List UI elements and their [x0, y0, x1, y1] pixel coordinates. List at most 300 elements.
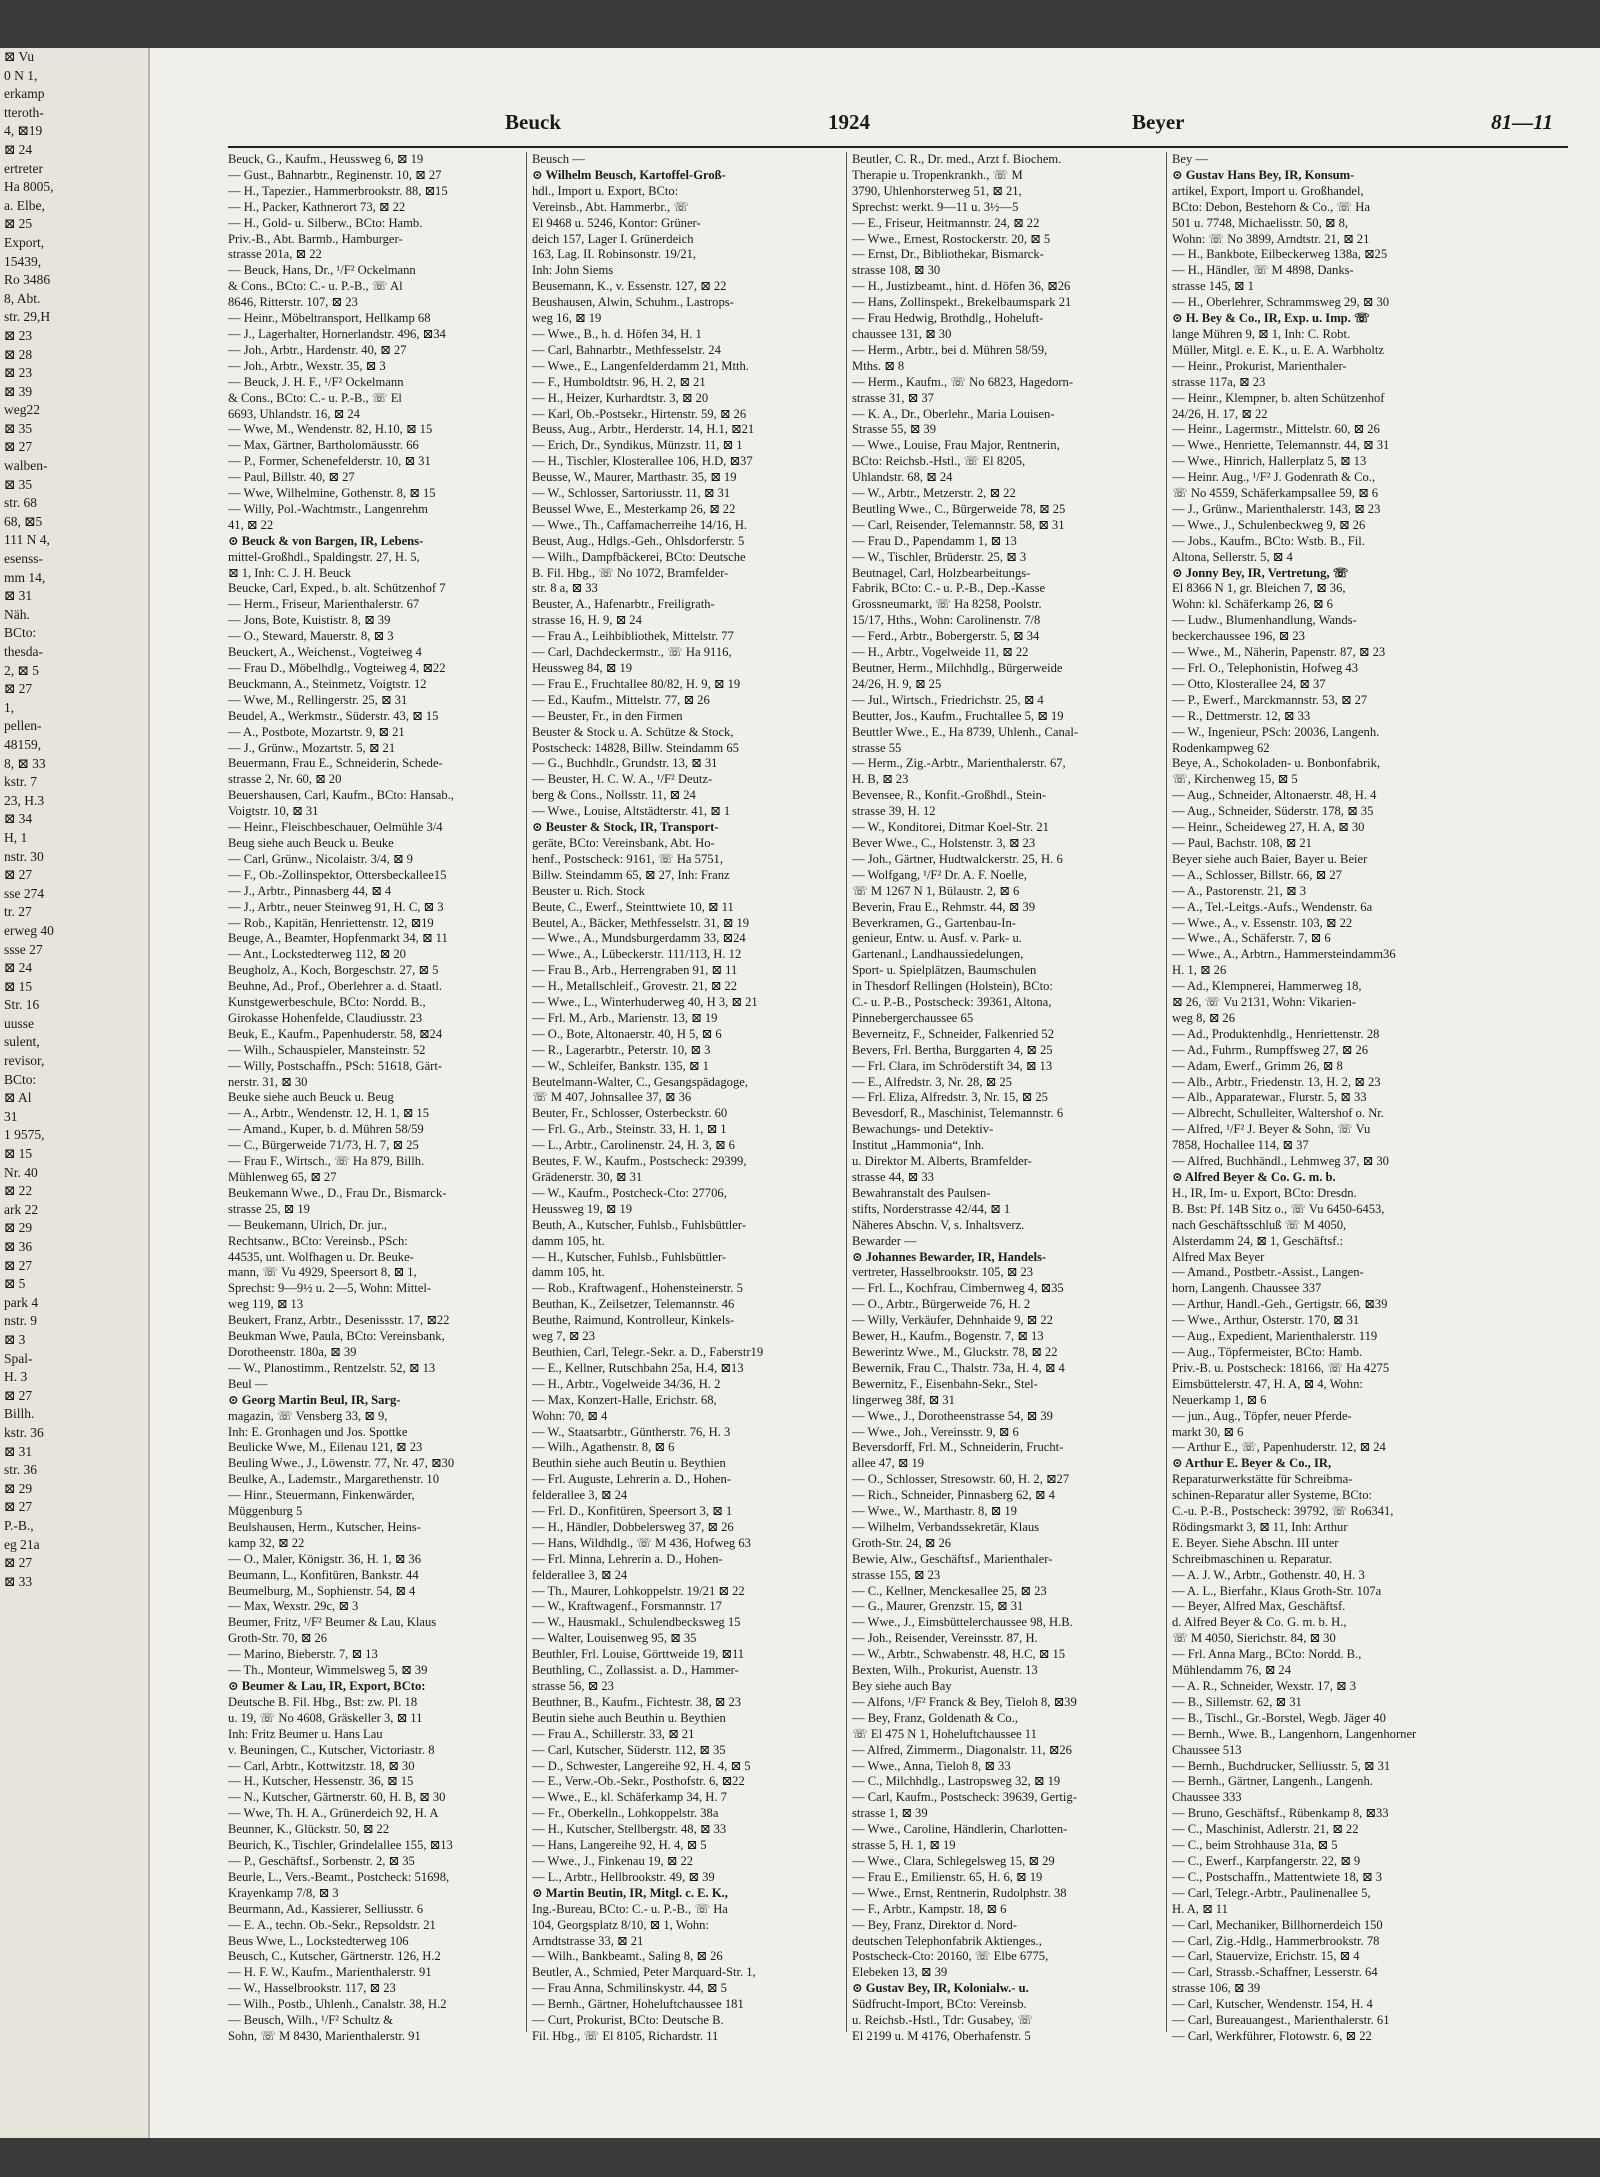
directory-entry-line: ⊙ Georg Martin Beul, IR, Sarg-: [228, 1392, 401, 1407]
directory-entry-line: deutschen Telephonfabrik Aktienges.,: [852, 1933, 1042, 1948]
directory-entry-line: — Wwe., B., h. d. Höfen 34, H. 1: [532, 326, 702, 341]
header-right-keyword: Beyer: [1132, 110, 1185, 134]
directory-entry-line: Inh: John Siems: [532, 263, 614, 278]
directory-entry-line: Beuthling, C., Zollassist. a. D., Hammer-: [532, 1663, 739, 1678]
directory-entry-line: Beverin, Frau E., Rehmstr. 44, ⊠ 39: [852, 899, 1035, 914]
directory-entry-line: weg 8, ⊠ 26: [1172, 1010, 1236, 1025]
directory-entry-line: Beukemann Wwe., D., Frau Dr., Bismarck-: [228, 1185, 447, 1200]
column-2: [532, 152, 824, 2132]
directory-entry-line: — Frau B., Arb., Herrengraben 91, ⊠ 11: [532, 963, 738, 978]
directory-entry-line: damm 105, ht.: [532, 1265, 605, 1280]
directory-entry-line: Beutter, Jos., Kaufm., Fruchtallee 5, ⊠ 19: [852, 708, 1064, 723]
directory-entry-line: Bevers, Frl. Bertha, Burggarten 4, ⊠ 25: [852, 1042, 1053, 1057]
directory-entry-line: Beuke siehe auch Beuck u. Beug: [228, 1090, 394, 1105]
directory-entry-line: — L., Arbtr., Carolinenstr. 24, H. 3, ⊠ 6: [532, 1138, 735, 1153]
directory-entry-line: Beugholz, A., Koch, Borgeschstr. 27, ⊠ 5: [228, 963, 439, 978]
directory-entry-line: — O., Maler, Königstr. 36, H. 1, ⊠ 36: [228, 1551, 421, 1566]
fragment-line: ⊠ 39: [4, 383, 33, 399]
directory-entry-line: — Willy, Verkäufer, Dehnhaide 9, ⊠ 22: [852, 1313, 1053, 1328]
fragment-line: ⊠ 29: [4, 1220, 33, 1236]
fragment-line: ⊠ 24: [4, 960, 33, 976]
directory-entry-line: Vereinsb., Abt. Hammerbr., ☏: [532, 199, 690, 214]
column-1: [228, 152, 520, 2132]
directory-entry-line: — J., Lagerhalter, Hornerlandstr. 496, ⊠34: [228, 326, 446, 341]
directory-entry-line: — H., Händler, ☏ M 4898, Danks-: [1172, 263, 1354, 278]
directory-entry-line: berg & Cons., Nollsstr. 11, ⊠ 24: [532, 788, 696, 803]
directory-entry-line: ☏, Kirchenweg 15, ⊠ 5: [1172, 772, 1298, 787]
directory-entry-line: Chaussee 333: [1172, 1790, 1242, 1805]
directory-entry-line: — Wwe., A., Arbtrn., Hammersteindamm36: [1172, 947, 1396, 962]
header-page-number: 81—11: [1491, 110, 1553, 134]
directory-entry-line: Beusse, W., Maurer, Marthastr. 35, ⊠ 19: [532, 470, 737, 485]
directory-entry-line: — Frl. D., Konfitüren, Speersort 3, ⊠ 1: [532, 1504, 733, 1519]
directory-entry-line: Bevesdorf, R., Maschinist, Telemannstr. 6: [852, 1106, 1064, 1121]
directory-entry-line: strasse 55: [852, 740, 902, 755]
directory-entry-line: artikel, Export, Import u. Großhandel,: [1172, 183, 1364, 198]
directory-entry-line: Sprechst: 9—9½ u. 2—5, Wohn: Mittel-: [228, 1281, 432, 1296]
directory-entry-line: — Amand., Kuper, b. d. Mühren 58/59: [228, 1122, 424, 1137]
directory-entry-line: — Heinr., Fleischbeschauer, Oelmühle 3/4: [228, 820, 443, 835]
directory-entry-line: strasse 108, ⊠ 30: [852, 263, 941, 278]
directory-entry-line: Inh: E. Gronhagen und Jos. Spottke: [228, 1424, 408, 1439]
directory-entry-line: — H., Arbtr., Vogelweide 34/36, H. 2: [532, 1376, 721, 1391]
directory-entry-line: — E., Kellner, Rutschbahn 25a, H.4, ⊠13: [532, 1360, 744, 1375]
directory-entry-line: strasse 44, ⊠ 33: [852, 1170, 934, 1184]
directory-entry-line: mann, ☏ Vu 4929, Speersort 8, ⊠ 1,: [228, 1265, 417, 1280]
directory-entry-line: Bewer, H., Kaufm., Bogenstr. 7, ⊠ 13: [852, 1329, 1044, 1344]
directory-entry-line: — Albrecht, Schulleiter, Waltershof o. Nr.: [1172, 1106, 1384, 1121]
directory-entry-line: Alfred Max Beyer: [1172, 1249, 1265, 1264]
directory-entry-line: — Curt, Prokurist, BCto: Deutsche B.: [532, 2013, 724, 2028]
fragment-line: ⊠ 36: [4, 1239, 33, 1254]
directory-entry-line: damm 105, ht.: [532, 1233, 605, 1248]
fragment-line: ark 22: [4, 1201, 39, 1217]
directory-entry-line: Institut „Hammonia“, Inh.: [852, 1138, 985, 1153]
directory-entry-line: — C., Ewerf., Karpfangerstr. 22, ⊠ 9: [1172, 1853, 1361, 1868]
directory-entry-line: henf., Postscheck: 9161, ☏ Ha 5751,: [532, 851, 723, 866]
directory-entry-line: — Carl, Werkführer, Flotowstr. 6, ⊠ 22: [1172, 2028, 1372, 2043]
directory-entry-line: — Hinr., Steuermann, Finkenwärder,: [228, 1488, 415, 1503]
directory-entry-line: Beye, A., Schokoladen- u. Bonbonfabrik,: [1172, 756, 1381, 771]
directory-entry-line: — Frl. M., Arb., Marienstr. 13, ⊠ 19: [532, 1010, 718, 1025]
directory-entry-line: — Jobs., Kaufm., BCto: Wstb. B., Fil.: [1172, 533, 1365, 548]
directory-entry-line: — Bey, Franz, Goldenath & Co.,: [852, 1710, 1019, 1725]
directory-entry-line: — Jul., Wirtsch., Friedrichstr. 25, ⊠ 4: [852, 692, 1044, 707]
directory-entry-line: Bewerintz Wwe., M., Gluckstr. 78, ⊠ 22: [852, 1344, 1058, 1359]
directory-entry-line: — Wilh., Postb., Uhlenh., Canalstr. 38, H.2: [228, 1997, 447, 2012]
directory-entry-line: Beuster, A., Hafenarbtr., Freiligrath-: [532, 597, 715, 612]
directory-entry-line: Beulke, A., Lademstr., Margarethenstr. 10: [228, 1472, 440, 1487]
fragment-line: kstr. 36: [4, 1424, 44, 1440]
directory-entry-line: H. A, ⊠ 11: [1172, 1901, 1228, 1916]
directory-entry-line: — Wwe., Clara, Schlegelsweg 15, ⊠ 29: [852, 1853, 1055, 1868]
directory-entry-line: felderallee 3, ⊠ 24: [532, 1488, 628, 1503]
directory-entry-line: Kunstgewerbeschule, BCto: Nordd. B.,: [228, 995, 426, 1010]
directory-entry-line: — P., Former, Schenefelderstr. 10, ⊠ 31: [228, 454, 431, 469]
fragment-line: ⊠ 15: [4, 1146, 33, 1162]
directory-entry-line: — Wwe., Arthur, Osterstr. 170, ⊠ 31: [1172, 1313, 1360, 1328]
directory-entry-line: — A., Pastorenstr. 21, ⊠ 3: [1172, 883, 1307, 898]
directory-entry-line: — Wwe., Louise, Altstädterstr. 41, ⊠ 1: [532, 804, 731, 819]
directory-entry-line: — P., Geschäftsf., Sorbenstr. 2, ⊠ 35: [228, 1853, 415, 1868]
directory-entry-line: — Max, Wexstr. 29c, ⊠ 3: [228, 1599, 359, 1614]
directory-entry-line: — Walter, Louisenweg 95, ⊠ 35: [532, 1631, 697, 1646]
directory-entry-line: — Wilh., Agathenstr. 8, ⊠ 6: [532, 1440, 675, 1455]
directory-entry-line: — Heinr., Möbeltransport, Hellkamp 68: [228, 311, 431, 326]
fragment-line: 1 9575,: [4, 1127, 45, 1143]
fragment-line: ⊠ 27: [4, 1257, 33, 1273]
fragment-line: 4, ⊠19: [4, 123, 43, 139]
directory-entry-line: — H., Bankbote, Eilbeckerweg 138a, ⊠25: [1172, 247, 1388, 262]
directory-entry-line: — Frl. O., Telephonistin, Hofweg 43: [1172, 661, 1359, 675]
directory-entry-line: Beul —: [228, 1376, 268, 1391]
directory-entry-line: nerstr. 31, ⊠ 30: [228, 1074, 308, 1089]
directory-entry-line: strasse 56, ⊠ 23: [532, 1679, 614, 1693]
directory-entry-line: Beudel, A., Werkmstr., Süderstr. 43, ⊠ 15: [228, 708, 439, 723]
directory-entry-line: — K. A., Dr., Oberlehr., Maria Louisen-: [852, 406, 1055, 421]
column-3: [852, 152, 1144, 2132]
directory-entry-line: — Ad., Fuhrm., Rumpffsweg 27, ⊠ 26: [1172, 1042, 1369, 1057]
directory-entry-line: — A., Arbtr., Wendenstr. 12, H. 1, ⊠ 15: [228, 1106, 430, 1121]
directory-entry-line: — jun., Aug., Töpfer, neuer Pferde-: [1172, 1408, 1352, 1423]
directory-entry-line: — Alb., Arbtr., Friedenstr. 13, H. 2, ⊠ 23: [1172, 1074, 1381, 1089]
directory-entry-line: Beumann, L., Konfitüren, Bankstr. 44: [228, 1567, 419, 1582]
fragment-line: ⊠ 27: [4, 1555, 33, 1571]
fragment-line: Nr. 40: [4, 1164, 38, 1180]
previous-page-edge: [0, 48, 150, 2138]
directory-entry-line: Beuster u. Rich. Stock: [532, 883, 645, 898]
directory-entry-line: — Ferd., Arbtr., Bobergerstr. 5, ⊠ 34: [852, 629, 1040, 644]
directory-entry-line: — G., Maurer, Grenzstr. 15, ⊠ 31: [852, 1599, 1024, 1614]
directory-entry-line: Beuss, Aug., Arbtr., Herderstr. 14, H.1, ⊠21: [532, 422, 755, 437]
directory-entry-line: Beucke, Carl, Exped., b. alt. Schützenhof 7: [228, 581, 446, 596]
directory-entry-line: strasse 155, ⊠ 23: [852, 1567, 941, 1582]
directory-entry-line: horn, Langenh. Chaussee 337: [1172, 1281, 1322, 1296]
directory-entry-line: — Herm., Arbtr., bei d. Mühren 58/59,: [852, 342, 1048, 357]
fragment-line: ⊠ 27: [4, 681, 33, 697]
directory-entry-line: Beuster & Stock u. A. Schütze & Stock,: [532, 724, 734, 739]
directory-entry-line: H. 1, ⊠ 26: [1172, 963, 1227, 978]
directory-entry-line: Beumer, Fritz, ¹/F² Beumer & Lau, Klaus: [228, 1615, 437, 1630]
fragment-line: nstr. 30: [4, 848, 44, 864]
directory-entry-line: — W., Arbtr., Metzerstr. 2, ⊠ 22: [852, 486, 1016, 501]
directory-entry-line: — J., Grünw., Marienthalerstr. 143, ⊠ 23: [1172, 501, 1381, 516]
directory-entry-line: — Wwe, M., Wendenstr. 82, H.10, ⊠ 15: [228, 422, 433, 437]
directory-entry-line: — H., Händler, Dobbelersweg 37, ⊠ 26: [532, 1519, 734, 1534]
directory-entry-line: — Heinr., Klempner, b. alten Schützenhof: [1172, 390, 1385, 405]
directory-entry-line: — Frau A., Leihbibliothek, Mittelstr. 77: [532, 629, 734, 644]
directory-entry-line: Heussweg 19, ⊠ 19: [532, 1201, 633, 1216]
directory-entry-line: Pinnebergerchaussee 65: [852, 1010, 974, 1025]
directory-entry-line: — Gust., Bahnarbtr., Reginenstr. 10, ⊠ 27: [228, 167, 442, 182]
directory-entry-line: BCto: Reichsb.-Hstl., ☏ El 8205,: [852, 454, 1026, 469]
directory-entry-line: Beukman Wwe, Paula, BCto: Vereinsbank,: [228, 1329, 445, 1344]
directory-entry-line: Beuge, A., Beamter, Hopfenmarkt 34, ⊠ 11: [228, 931, 448, 946]
directory-entry-line: — A. L., Bierfahr., Klaus Groth-Str. 107a: [1172, 1583, 1382, 1598]
directory-entry-line: Beversdorff, Frl. M., Schneiderin, Frucht-: [852, 1440, 1064, 1455]
directory-entry-line: — W., Hasselbrookstr. 117, ⊠ 23: [228, 1981, 396, 1996]
fragment-line: 8, ⊠ 33: [4, 755, 46, 771]
directory-entry-line: Beuck, G., Kaufm., Heussweg 6, ⊠ 19: [228, 152, 424, 166]
directory-entry-line: ☏ M 407, Johnsallee 37, ⊠ 36: [532, 1090, 692, 1105]
fragment-line: ssse 27: [4, 941, 43, 957]
directory-entry-line: — E. A., techn. Ob.-Sekr., Repsoldstr. 21: [228, 1917, 436, 1932]
fragment-line: Näh.: [4, 606, 30, 622]
directory-entry-line: Sprechst: werkt. 9—11 u. 3½—5: [852, 199, 1019, 214]
directory-entry-line: — Wwe., Henriette, Telemannstr. 44, ⊠ 31: [1172, 438, 1390, 453]
fragment-line: str. 68: [4, 495, 38, 511]
directory-entry-line: — A. R., Schneider, Wexstr. 17, ⊠ 3: [1172, 1679, 1357, 1693]
directory-entry-line: 501 u. 7748, Michaelisstr. 50, ⊠ 8,: [1172, 215, 1349, 230]
fragment-line: H. 3: [4, 1369, 28, 1385]
directory-entry-line: — Adam, Ewerf., Grimm 26, ⊠ 8: [1172, 1058, 1343, 1073]
fragment-line: ⊠ 25: [4, 216, 33, 232]
directory-entry-line: 24/26, H. 17, ⊠ 22: [1172, 406, 1268, 421]
directory-entry-line: — Carl, Bahnarbtr., Methfesselstr. 24: [532, 342, 721, 357]
directory-entry-line: Wohn: 70, ⊠ 4: [532, 1408, 608, 1423]
fragment-line: kstr. 7: [4, 774, 38, 790]
directory-entry-line: — Bernh., Gärtner, Langenh., Langenh.: [1172, 1774, 1373, 1789]
directory-entry-line: — Wwe., E., Langenfelderdamm 21, Mtth.: [532, 358, 749, 373]
column-4: [1172, 152, 1542, 2132]
directory-entry-line: — Wwe, Th. H. A., Grünerdeich 92, H. A: [228, 1806, 439, 1821]
directory-entry-line: ⊙ Martin Beutin, IR, Mitgl. c. E. K.,: [532, 1885, 728, 1900]
directory-entry-line: — Carl, Grünw., Nicolaistr. 3/4, ⊠ 9: [228, 851, 413, 866]
directory-entry-line: — Erich, Dr., Syndikus, Münzstr. 11, ⊠ 1: [532, 438, 743, 453]
directory-entry-line: in Thesdorf Rellingen (Holstein), BCto:: [852, 979, 1053, 994]
fragment-line: eg 21a: [4, 1536, 40, 1552]
directory-entry-line: — Ad., Klempnerei, Hammerweg 18,: [1172, 979, 1362, 994]
directory-entry-line: — Wwe., M., Näherin, Papenstr. 87, ⊠ 23: [1172, 645, 1386, 660]
directory-entry-line: Bey —: [1172, 152, 1209, 166]
directory-entry-line: Alsterdamm 24, ⊠ 1, Geschäftsf.:: [1172, 1233, 1344, 1248]
fragment-line: ⊠ 27: [4, 867, 33, 883]
directory-entry-line: — Ludw., Blumenhandlung, Wands-: [1172, 613, 1357, 628]
directory-entry-line: — Heinr. Aug., ¹/F² J. Godenrath & Co.,: [1172, 470, 1376, 485]
directory-entry-line: Beust, Aug., Hdlgs.-Geh., Ohlsdorferstr. 5: [532, 533, 745, 548]
directory-entry-line: — Willy, Pol.-Wachtmstr., Langenrehm: [228, 501, 428, 516]
directory-entry-line: Schreibmaschinen u. Reparatur.: [1172, 1551, 1333, 1566]
directory-entry-line: ⊙ Gustav Hans Bey, IR, Konsum-: [1172, 167, 1355, 182]
fragment-line: ⊠ 24: [4, 141, 33, 157]
directory-entry-line: — Wwe., A., v. Essenstr. 103, ⊠ 22: [1172, 915, 1353, 930]
fragment-line: revisor,: [4, 1053, 45, 1069]
directory-entry-line: Beumelburg, M., Sophienstr. 54, ⊠ 4: [228, 1583, 416, 1598]
fragment-line: ⊠ Vu: [4, 49, 35, 64]
directory-entry-line: — E., Alfredstr. 3, Nr. 28, ⊠ 25: [852, 1074, 1012, 1089]
directory-entry-line: — J., Arbtr., Pinnasberg 44, ⊠ 4: [228, 883, 392, 898]
directory-entry-line: Bewernitz, F., Eisenbahn-Sekr., Stel-: [852, 1376, 1038, 1391]
directory-entry-line: ⊙ Gustav Bey, IR, Kolonialw.- u.: [852, 1981, 1029, 1996]
directory-entry-line: — Arthur, Handl.-Geh., Gertigstr. 66, ⊠39: [1172, 1297, 1388, 1312]
directory-entry-line: Rechtsanw., BCto: Vereinsb., PSch:: [228, 1233, 408, 1248]
directory-entry-line: — Carl, Strassb.-Schaffner, Lesserstr. 64: [1172, 1965, 1378, 1980]
directory-entry-line: — Bernh., Wwe. B., Langenhorn, Langenhorner: [1172, 1726, 1417, 1741]
header-rule: [228, 146, 1568, 148]
directory-entry-line: — A. J. W., Arbtr., Gothenstr. 40, H. 3: [1172, 1567, 1365, 1582]
directory-entry-line: — H., Heizer, Kurhardtstr. 3, ⊠ 20: [532, 390, 709, 405]
directory-entry-line: Billw. Steindamm 65, ⊠ 27, Inh: Franz: [532, 867, 730, 882]
directory-entry-line: 24/26, H. 9, ⊠ 25: [852, 676, 942, 691]
fragment-line: 31: [4, 1108, 18, 1124]
page-header: [160, 110, 1575, 146]
directory-entry-line: Beutler, A., Schmied, Peter Marquard-Str. 1,: [532, 1965, 756, 1980]
fragment-line: ⊠ 23: [4, 327, 33, 343]
directory-entry-line: & Cons., BCto: C.- u. P.-B., ☏ Al: [228, 279, 403, 294]
directory-entry-line: — Frl. Anna Marg., BCto: Nordd. B.,: [1172, 1647, 1362, 1662]
directory-entry-line: Dorotheenstr. 180a, ⊠ 39: [228, 1344, 357, 1359]
directory-entry-line: 6693, Uhlandstr. 16, ⊠ 24: [228, 406, 360, 421]
directory-entry-line: 15/17, Hths., Wohn: Carolinenstr. 7/8: [852, 613, 1041, 628]
directory-entry-line: Beverkramen, G., Gartenbau-In-: [852, 915, 1016, 930]
fragment-line: P.-B.,: [4, 1517, 34, 1533]
directory-entry-line: ⊙ H. Bey & Co., IR, Exp. u. Imp. ☏: [1172, 311, 1370, 326]
directory-entry-line: Beuling Wwe., J., Löwenstr. 77, Nr. 47, ⊠30: [228, 1456, 455, 1471]
directory-entry-line: — C., Bürgerweide 71/73, H. 7, ⊠ 25: [228, 1138, 419, 1153]
fragment-line: 1,: [4, 699, 15, 715]
directory-entry-line: Mühlendamm 76, ⊠ 24: [1172, 1663, 1291, 1678]
header-left-keyword: Beuck: [505, 110, 562, 134]
fragment-line: ⊠ 35: [4, 420, 33, 436]
directory-entry-line: — Aug., Töpfermeister, BCto: Hamb.: [1172, 1344, 1363, 1359]
fragment-line: tr. 27: [4, 904, 32, 920]
directory-entry-line: — J., Arbtr., neuer Steinweg 91, H. C, ⊠ 3: [228, 899, 444, 914]
fragment-line: BCto:: [4, 625, 37, 641]
fragment-line: 23, H.3: [4, 792, 45, 808]
directory-entry-line: Beuckert, A., Weichenst., Vogteiweg 4: [228, 645, 422, 660]
header-year: 1924: [828, 110, 870, 134]
directory-entry-line: Grädenerstr. 30, ⊠ 31: [532, 1170, 643, 1184]
fragment-line: thesda-: [4, 644, 43, 659]
directory-entry-line: ☏ No 4559, Schäferkampsallee 59, ⊠ 6: [1172, 486, 1379, 501]
directory-entry-line: — Beyer, Alfred Max, Geschäftsf.: [1172, 1599, 1346, 1614]
directory-entry-line: — Frl. Eliza, Alfredstr. 3, Nr. 15, ⊠ 25: [852, 1090, 1048, 1105]
directory-entry-line: — Joh., Arbtr., Hardenstr. 40, ⊠ 27: [228, 342, 407, 357]
directory-entry-line: — Joh., Arbtr., Wexstr. 35, ⊠ 3: [228, 358, 386, 373]
directory-entry-line: — Jons, Bote, Kuististr. 8, ⊠ 39: [228, 613, 391, 628]
directory-entry-line: — H., Arbtr., Vogelweide 11, ⊠ 22: [852, 645, 1029, 660]
directory-entry-line: — Wwe., Hinrich, Hallerplatz 5, ⊠ 13: [1172, 454, 1367, 469]
directory-entry-line: ⊙ Alfred Beyer & Co. G. m. b.: [1172, 1170, 1336, 1184]
directory-entry-line: Beuthan, K., Zeilsetzer, Telemannstr. 46: [532, 1297, 735, 1312]
directory-entry-line: — W., Konditorei, Ditmar Koel-Str. 21: [852, 820, 1049, 835]
directory-entry-line: genieur, Entw. u. Ausf. v. Park- u.: [852, 931, 1022, 946]
fragment-line: ⊠ 34: [4, 811, 33, 827]
directory-entry-line: Mths. ⊠ 8: [852, 358, 905, 373]
directory-entry-line: beckerchaussee 196, ⊠ 23: [1172, 629, 1305, 644]
directory-entry-line: — Max, Konzert-Halle, Erichstr. 68,: [532, 1392, 717, 1407]
directory-entry-line: — Beuck, Hans, Dr., ¹/F² Ockelmann: [228, 263, 416, 278]
directory-entry-line: ⊙ Johannes Bewarder, IR, Handels-: [852, 1249, 1047, 1264]
directory-entry-line: — Herm., Kaufm., ☏ No 6823, Hagedorn-: [852, 374, 1074, 389]
directory-entry-line: — Carl, Kutscher, Wendenstr. 154, H. 4: [1172, 1997, 1373, 2012]
directory-entry-line: nach Geschäftsschluß ☏ M 4050,: [1172, 1217, 1347, 1232]
directory-entry-line: Bey siehe auch Bay: [852, 1679, 952, 1693]
directory-entry-line: ☏ El 475 N 1, Hoheluftchaussee 11: [852, 1726, 1037, 1741]
directory-entry-line: El 8366 N 1, gr. Bleichen 7, ⊠ 36,: [1172, 581, 1346, 596]
directory-entry-line: 163, Lag. II. Robinsonstr. 19/21,: [532, 247, 697, 262]
directory-entry-line: Voigtstr. 10, ⊠ 31: [228, 804, 319, 819]
directory-entry-line: — Wwe., J., Finkenau 19, ⊠ 22: [532, 1853, 694, 1868]
directory-entry-line: ⊙ Beumer & Lau, IR, Export, BCto:: [228, 1679, 426, 1693]
directory-entry-line: — Ad., Produktenhdlg., Henriettenstr. 28: [1172, 1026, 1380, 1041]
directory-entry-line: — Wwe., J., Dorotheenstrasse 54, ⊠ 39: [852, 1408, 1053, 1423]
directory-entry-line: — B., Tischl., Gr.-Borstel, Wegb. Jäger 40: [1172, 1710, 1386, 1725]
directory-entry-line: — Beuster, H. C. W. A., ¹/F² Deutz-: [532, 772, 713, 787]
directory-entry-line: B. Fil. Hbg., ☏ No 1072, Bramfelder-: [532, 565, 729, 580]
directory-entry-line: — Aug., Expedient, Marienthalerstr. 119: [1172, 1329, 1378, 1344]
directory-entry-line: Bewernik, Frau C., Thalstr. 73a, H. 4, ⊠ 4: [852, 1360, 1065, 1375]
directory-entry-line: — Frau F., Wirtsch., ☏ Ha 879, Billh.: [228, 1154, 425, 1169]
previous-page-fragments: [4, 48, 144, 1591]
directory-entry-line: Beusch —: [532, 152, 585, 166]
directory-entry-line: Arndtstrasse 33, ⊠ 21: [532, 1933, 644, 1948]
fragment-line: ⊠ 5: [4, 1276, 26, 1292]
directory-entry-line: — Aug., Schneider, Altonaerstr. 48, H. 4: [1172, 788, 1377, 803]
directory-entry-line: Beutling Wwe., C., Bürgerweide 78, ⊠ 25: [852, 501, 1066, 516]
directory-entry-line: — Herm., Friseur, Marienthalerstr. 67: [228, 597, 420, 612]
directory-entry-line: Altona, Sellerstr. 5, ⊠ 4: [1172, 549, 1293, 564]
directory-entry-line: d. Alfred Beyer & Co. G. m. b. H.,: [1172, 1615, 1347, 1630]
directory-entry-line: — Wwe., Caroline, Händlerin, Charlotten-: [852, 1822, 1068, 1837]
fragment-line: ertreter: [4, 160, 43, 176]
directory-entry-line: — W., Hausmakl., Schulendbecksweg 15: [532, 1615, 741, 1630]
directory-entry-line: — Wwe., Louise, Frau Major, Rentnerin,: [852, 438, 1060, 453]
directory-entry-line: — P., Ewerf., Marckmannstr. 53, ⊠ 27: [1172, 692, 1368, 707]
fragment-line: 48159,: [4, 736, 42, 752]
directory-entry-line: — Carl, Kaufm., Postscheck: 39639, Gertig-: [852, 1790, 1077, 1805]
directory-entry-line: — H. F. W., Kaufm., Marienthalerstr. 91: [228, 1965, 432, 1980]
directory-entry-line: ⊙ Jonny Bey, IR, Vertretung, ☏: [1172, 565, 1349, 580]
directory-entry-line: — W., Tischler, Brüderstr. 25, ⊠ 3: [852, 549, 1027, 564]
directory-entry-line: — Wwe., Anna, Tieloh 8, ⊠ 33: [852, 1758, 1011, 1773]
fragment-line: H, 1: [4, 829, 28, 845]
column-divider: [1166, 152, 1167, 2032]
directory-entry-line: — Alfred, Zimmerm., Diagonalstr. 11, ⊠26: [852, 1742, 1072, 1757]
directory-entry-line: — H., Tischler, Klosterallee 106, H.D, ⊠37: [532, 454, 753, 469]
directory-entry-line: Beutler, C. R., Dr. med., Arzt f. Biochem.: [852, 152, 1062, 166]
directory-entry-line: Beuershausen, Carl, Kaufm., BCto: Hansab.,: [228, 788, 454, 803]
directory-entry-line: — Wwe., J., Eimsbüttelerchaussee 98, H.B.: [852, 1615, 1073, 1630]
directory-entry-line: — R., Dettmerstr. 12, ⊠ 33: [1172, 708, 1311, 723]
directory-entry-line: — Aug., Schneider, Süderstr. 178, ⊠ 35: [1172, 804, 1374, 819]
directory-entry-line: Fil. Hbg., ☏ El 8105, Richardstr. 11: [532, 2028, 719, 2043]
directory-entry-line: BCto: Debon, Bestehorn & Co., ☏ Ha: [1172, 199, 1370, 214]
fragment-line: ⊠ 28: [4, 346, 33, 362]
directory-entry-line: strasse 16, H. 9, ⊠ 24: [532, 613, 642, 628]
directory-entry-line: — E., Verw.-Ob.-Sekr., Posthofstr. 6, ⊠22: [532, 1774, 745, 1789]
directory-entry-line: Beurich, K., Tischler, Grindelallee 155, ⊠13: [228, 1838, 453, 1853]
directory-entry-line: — Bernh., Gärtner, Hoheluftchaussee 181: [532, 1997, 744, 2012]
directory-entry-line: ⊙ Beuck & von Bargen, IR, Lebens-: [228, 533, 424, 548]
directory-entry-line: — Wilh., Schauspieler, Mansteinstr. 52: [228, 1042, 426, 1057]
directory-entry-line: Müller, Mitgl. e. E. K., u. E. A. Warbholtz: [1172, 342, 1384, 357]
directory-entry-line: — Marino, Bieberstr. 7, ⊠ 13: [228, 1647, 378, 1662]
directory-entry-line: Groth-Str. 24, ⊠ 26: [852, 1535, 952, 1550]
directory-entry-line: — Joh., Gärtner, Hudtwalckerstr. 25, H. 6: [852, 851, 1063, 866]
fragment-line: ⊠ Al: [4, 1090, 32, 1106]
directory-entry-line: felderallee 3, ⊠ 24: [532, 1567, 628, 1582]
directory-entry-line: — Hans, Wildhdlg., ☏ M 436, Hofweg 63: [532, 1535, 751, 1550]
fragment-line: ⊠ 15: [4, 978, 33, 994]
directory-entry-line: Beus Wwe, L., Lockstedterweg 106: [228, 1933, 409, 1948]
fragment-line: nstr. 9: [4, 1313, 38, 1329]
directory-entry-line: — N., Kutscher, Gärtnerstr. 60, H. B, ⊠ 30: [228, 1790, 446, 1805]
fragment-line: 15439,: [4, 253, 42, 269]
directory-entry-line: Priv.-B., Abt. Barmb., Hamburger-: [228, 231, 403, 246]
fragment-line: ⊠ 31: [4, 588, 33, 604]
directory-entry-line: strasse 117a, ⊠ 23: [1172, 374, 1266, 389]
